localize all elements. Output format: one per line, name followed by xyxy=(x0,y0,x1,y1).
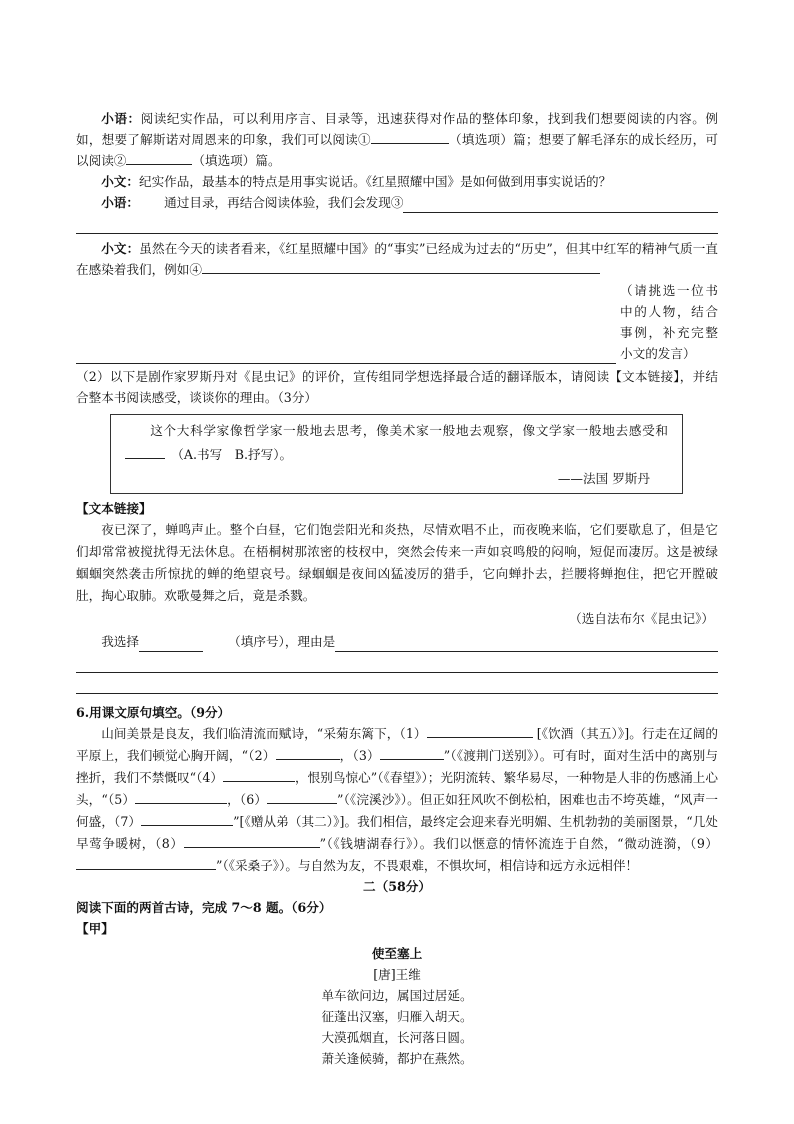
text-link-source: （选自法布尔《昆虫记》） xyxy=(569,611,714,626)
rostand-quote-box xyxy=(110,414,683,494)
xiaoyu-paragraph-1: 小语：阅读纪实作品，可以利用序言、目录等，迅速获得对作品的整体印象，找到我们想要阅读的内容。例如，想要了解斯诺对周恩来的印象，我们可以阅读① （填选项）篇；想要了解毛泽东的成长经历，可以阅读② （填选项）篇。 xyxy=(76,111,719,168)
xiaowen-paragraph-1: 小文：纪实作品，最基本的特点是用事实说话。《红星照耀中国》是如何做到用事实说话的？ xyxy=(101,174,612,189)
reason-line-2[interactable] xyxy=(76,652,718,673)
poem-author: [唐]王维 xyxy=(373,967,421,982)
speaker-xiaowen: 小文： xyxy=(101,174,139,189)
speaker-xiaoyu: 小语： xyxy=(101,111,141,126)
question-6-passage: 山间美景是良友，我们临清流而赋诗，“采菊东篱下，（1） [《饮酒（其五）》]。行走在辽阔的平原上，我们顿觉心胸开阔，“（2） ，（3） ”（《渡荆门送别》）。可有时，面对生活中的离别与挫折，我们不禁慨叹“（4） ，恨别鸟惊心”（《春望》）；光阴流转、繁华易尽，一种物是人非的伤感涌上心头，“（5） ，（6） ”（《浣溪沙》）。但正如狂风吹不倒松柏，困难也击不垮英雄，“风声一何盛，（7） ”[《赠从弟（其二）》]。我们相信，最终定会迎来春光明媚、生机勃勃的美丽图景，“几处早莺争暖树，（8） ”（《钱塘湖春行》）。我们以惬意的情怀流连于自然，“微动涟漪，（9）”（《采桑子》）。与自然为友，不畏艰难，不惧坎坷，相信诗和远方永远相伴！ xyxy=(76,723,718,877)
fill-blank-9[interactable] xyxy=(76,855,216,870)
text-link-passage: 夜已深了，蝉鸣声止。整个白昼，它们饱尝阳光和炎热，尽情欢唱不止，而夜晚来临，它们要歇息了，但是它们却常常被搅扰得无法休息。在梧桐树那浓密的枝杈中，突然会传来一声如哀鸣般的闷响，短促而凄厉。这是被绿蝈蝈突然袭击所惊扰的蝉的绝望哀号。绿蝈蝈是夜间凶猛凌厉的猎手，它向蝉扑去，拦腰将蝉抱住，把它开膛破肚，掏心取肺。欢歌曼舞之后，竟是杀戮。 xyxy=(76,522,718,603)
section-2-heading: 二（58分） xyxy=(363,879,431,894)
answer-blank-2[interactable] xyxy=(126,150,192,165)
answer-blank-3[interactable] xyxy=(403,198,718,213)
poem-line: 征蓬出汉塞，归雁入胡天。 xyxy=(321,1009,473,1024)
poem-title: 使至塞上 xyxy=(371,946,423,961)
rostand-quote: 这个大科学家像哲学家一般地去思考，像美术家一般地去观察，像文学家一般地去感受和 （A.书写 B.抒写）。 xyxy=(125,419,668,467)
fill-blank-1[interactable] xyxy=(427,723,533,738)
reason-line-3[interactable] xyxy=(76,673,718,694)
poem-line: 单车欲问边，属国过居延。 xyxy=(321,988,473,1003)
poem-line: 大漠孤烟直，长河落日圆。 xyxy=(321,1030,473,1045)
answer-line-4b[interactable] xyxy=(76,349,616,364)
fill-blank-5[interactable] xyxy=(135,789,227,804)
quote-attribution: ——法国 罗斯丹 xyxy=(557,471,650,486)
reason-blank[interactable] xyxy=(335,637,718,652)
question-2-prompt: （2）以下是剧作家罗斯丹对《昆虫记》的评价，宣传组同学想选择最合适的翻译版本，请阅读【文本链接】，并结合整本书阅读感受，谈谈你的理由。（3分） xyxy=(76,369,718,405)
fill-blank-6[interactable] xyxy=(267,789,337,804)
poem-jia-label: 【甲】 xyxy=(76,921,114,936)
choice-blank[interactable] xyxy=(139,637,203,652)
section-2-instruction: 阅读下面的两首古诗，完成 7～8 题。（6分） xyxy=(76,900,332,915)
answer-blank-4[interactable] xyxy=(202,259,600,274)
xiaowen-paragraph-2-cont: （请挑选一位书中的人物，结合事例，补充完整小文的发言） xyxy=(76,280,718,364)
fill-blank-7[interactable] xyxy=(141,811,233,826)
fill-blank-2[interactable] xyxy=(276,745,340,760)
answer-line-3b[interactable] xyxy=(76,213,718,234)
poem-line: 萧关逢候骑，都护在燕然。 xyxy=(321,1051,473,1066)
exam-page xyxy=(76,108,718,1069)
fill-blank-3[interactable] xyxy=(380,745,444,760)
answer-blank-1[interactable] xyxy=(371,129,449,144)
xiaoyu-paragraph-2: 小语： 通过目录，再结合阅读体验，我们会发现③ xyxy=(76,192,718,213)
quote-blank[interactable] xyxy=(125,444,165,459)
question-6-title: 6.用课文原句填空。（9分） xyxy=(76,705,231,720)
fill-blank-4[interactable] xyxy=(223,767,295,782)
choose-line: 我选择 （填序号），理由是 xyxy=(76,631,718,652)
fill-blank-8[interactable] xyxy=(184,833,320,848)
text-link-title: 【文本链接】 xyxy=(76,501,152,516)
speaker-xiaoyu-2: 小语： xyxy=(101,195,139,210)
xiaowen-paragraph-2: 小文：虽然在今天的读者看来，《红星照耀中国》的“事实”已经成为过去的“历史”，但其中红军的精神气质一直在感染着我们，例如④ xyxy=(76,241,718,277)
speaker-xiaowen-2: 小文： xyxy=(101,241,140,256)
